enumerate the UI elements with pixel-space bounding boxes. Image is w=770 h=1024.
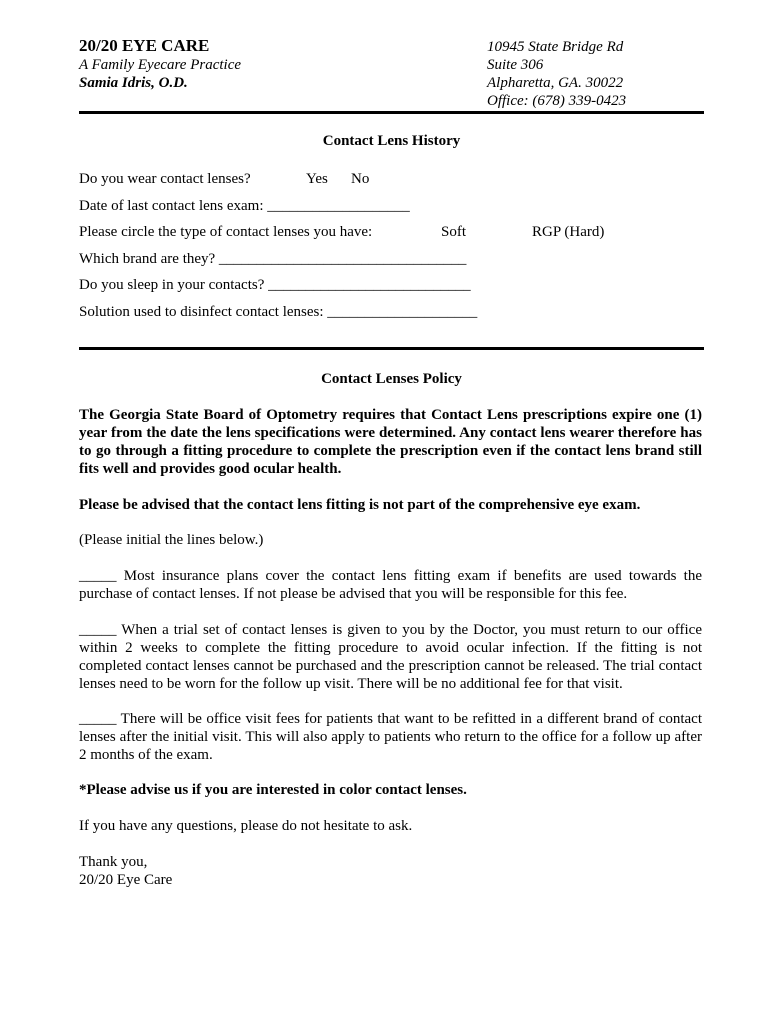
- header-divider: [79, 111, 704, 114]
- option-yes[interactable]: Yes: [306, 171, 328, 187]
- question-lens-type: Please circle the type of contact lenses you have:: [79, 224, 373, 240]
- address-line-1: 10945 State Bridge Rd: [487, 39, 624, 55]
- address-line-3: Alpharetta, GA. 30022: [487, 75, 624, 91]
- question-solution[interactable]: Solution used to disinfect contact lenses: ____________________: [79, 304, 478, 320]
- option-no[interactable]: No: [351, 171, 370, 187]
- section-divider: [79, 347, 704, 350]
- color-lens-note: *Please advise us if you are interested in color contact lenses.: [79, 782, 467, 798]
- practice-tagline: A Family Eyecare Practice: [79, 57, 242, 73]
- practice-name: 20/20 EYE CARE: [79, 36, 210, 55]
- address-line-2: Suite 306: [487, 57, 544, 73]
- policy-item-refit-fees: _____ There will be office visit fees for patients that want to be refitted in a different brand of contact lenses after the initial visit. This will also apply to patients who return to the office for a follow up after 2 months of the exam.: [79, 711, 702, 763]
- practice-address: [487, 38, 626, 110]
- practice-info: [79, 36, 241, 92]
- question-wear-lenses: Do you wear contact lenses?: [79, 171, 251, 187]
- doctor-name: Samia Idris, O.D.: [79, 75, 188, 91]
- policy-notice: Please be advised that the contact lens fitting is not part of the comprehensive eye exam.: [79, 497, 641, 513]
- closing-thank-you: Thank you,: [79, 854, 148, 870]
- initial-instruction: (Please initial the lines below.): [79, 532, 264, 548]
- policy-item-trial-lenses: _____ When a trial set of contact lenses is given to you by the Doctor, you must return to our office within 2 weeks to complete the fitting procedure to avoid ocular infection. If the fitting is not completed contact lenses cannot be purchased and the prescription cannot be released. The trial contact lenses need to be worn for the follow up visit. There will be no additional fee for that visit.: [79, 622, 702, 692]
- question-last-exam[interactable]: Date of last contact lens exam: ___________________: [79, 198, 410, 214]
- closing-signature: 20/20 Eye Care: [79, 872, 173, 888]
- option-soft[interactable]: Soft: [441, 224, 467, 240]
- question-brand[interactable]: Which brand are they? _________________________________: [79, 251, 467, 267]
- history-section-title: Contact Lens History: [322, 133, 461, 149]
- policy-section-title: Contact Lenses Policy: [321, 371, 462, 387]
- option-rgp-hard[interactable]: RGP (Hard): [532, 224, 605, 240]
- policy-intro: The Georgia State Board of Optometry requires that Contact Lens prescriptions expire one (1) year from the date the lens specifications were determined. Any contact lens wearer therefore has to go through a fitting procedure to complete the prescription even if the contact lens brand still fits well and provides good ocular health.: [79, 407, 702, 477]
- questions-note: If you have any questions, please do not hesitate to ask.: [79, 818, 413, 834]
- question-sleep[interactable]: Do you sleep in your contacts? ___________________________: [79, 277, 471, 293]
- office-phone: Office: (678) 339-0423: [487, 93, 627, 109]
- policy-item-insurance: _____ Most insurance plans cover the contact lens fitting exam if benefits are used towards the purchase of contact lenses. If not please be advised that you will be responsible for this fee.: [79, 568, 702, 602]
